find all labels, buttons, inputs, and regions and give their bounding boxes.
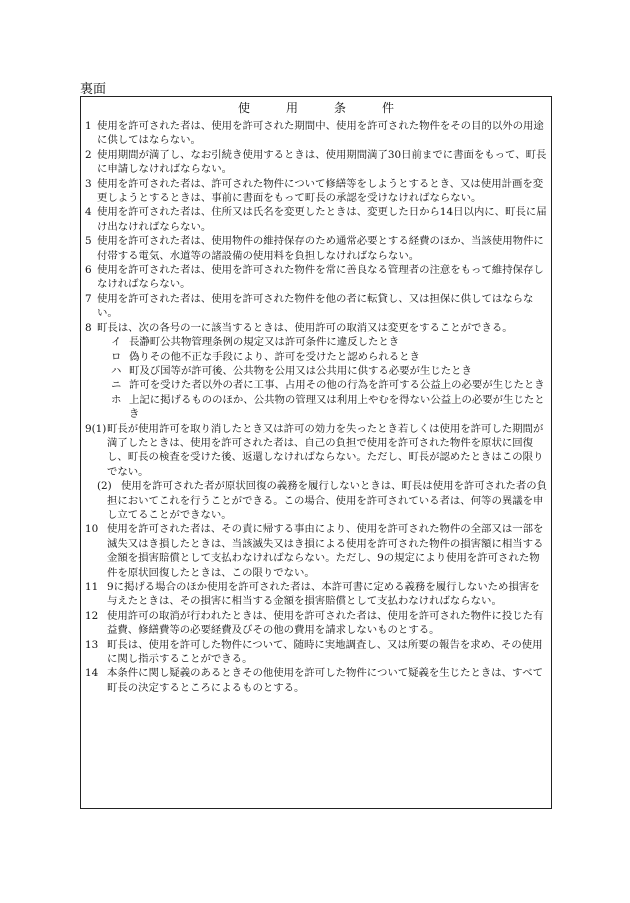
conditions-list xyxy=(85,119,547,695)
condition-item-3: 3 使用を許可された者は、許可された物件について修繕等をしようとするとき、又は使用計画を変更しようとするときは、事前に書面をもって町長の承認を受けなければならない。 xyxy=(85,177,544,205)
condition-item-14: 14 本条件に関し疑義のあるときその他使用を許可した物件について疑義を生じたときは、すべて町長の決定するところによるものとする。 xyxy=(85,667,543,694)
condition-item-9-1: 9(1)町長が使用許可を取り消したとき又は許可の効力を失ったとき若しくは使用を許可した期間が満了したときは、使用を許可された者は、自己の負担で使用を許可された物件を原状に回復し、町長の検査を受けた後、返還しなければならない。ただし、町長が認めたときはこの限りでない。 xyxy=(85,422,544,478)
conditions-frame xyxy=(80,96,552,809)
condition-item-5: 5 使用を許可された者は、使用物件の維持保存のため通常必要とする経費のほか、当該使用物件に付帯する電気、水道等の諸設備の使用料を負担しなければならない。 xyxy=(85,235,544,262)
condition-sub-item-ni: ニ 許可を受けた者以外の者に工事、占用その他の行為を許可する公益上の必要が生じたとき xyxy=(111,379,545,392)
condition-item-6: 6 使用を許可された者は、使用を許可された物件を常に善良なる管理者の注意をもって維持保存しなければならない。 xyxy=(85,264,544,291)
condition-sub-item-ha: ハ 町及び国等が許可後、公共物を公用又は公共用に供する必要が生じたとき xyxy=(111,364,472,377)
condition-item-2: 2 使用期間が満了し、なお引続き使用するときは、使用期間満了30日前までに書面をもって、町長に申請しなければならない。 xyxy=(85,148,547,176)
condition-item-13: 13 町長は、使用を許可した物件について、随時に実地調査し、又は所要の報告を求め、その使用に関し指示することができる。 xyxy=(85,638,543,666)
condition-item-11: 11 9に掲げる場合のほか使用を許可された者は、本許可書に定める義務を履行しないため損害を与えたときは、その損害に相当する金額を損害賠償として支払わなければならない。 xyxy=(85,581,540,608)
condition-sub-item-ho: ホ 上記に掲げるもののほか、公共物の管理又は利用上やむを得ない公益上の必要が生じたとき xyxy=(111,393,545,421)
condition-sub-item-i: イ 長瀞町公共物管理条例の規定又は許可条件に違反したとき xyxy=(111,336,400,349)
condition-item-7: 7 使用を許可された者は、使用を許可された物件を他の者に転貸し、又は担保に供してはならない。 xyxy=(85,292,534,320)
condition-item-12: 12 使用許可の取消が行われたときは、使用を許可された者は、使用を許可された物件に投じた有益費、修繕費等の必要経費及びその他の費用を請求しないものとする。 xyxy=(85,609,544,637)
condition-sub-item-ro: ロ 偽りその他不正な手段により、許可を受けたと認められるとき xyxy=(111,350,420,363)
condition-item-9-2: (2) 使用を許可された者が原状回復の義務を履行しないときは、町長は使用を許可された者の負担においてこれを行うことができる。この場合、使用を許可されている者は、何等の異議を申し立てることができない。 xyxy=(97,480,548,521)
condition-item-8: 8 町長は、次の各号の一に該当するときは、使用許可の取消又は変更をすることができる。 xyxy=(85,321,513,334)
condition-item-1: 1 使用を許可された者は、使用を許可された期間中、使用を許可された物件をその目的以外の用途に供してはならない。 xyxy=(85,120,544,147)
conditions-title: 使用条件 xyxy=(237,101,430,115)
condition-item-4: 4 使用を許可された者は、住所又は氏名を変更したときは、変更した日から14日以内に、町長に届け出なければならない。 xyxy=(85,206,547,233)
page-side-label: 裏面 xyxy=(80,82,107,97)
condition-item-10: 10 使用を許可された者は、その責に帰する事由により、使用を許可された物件の全部又は一部を滅失又はき損したときは、当該滅失又はき損による使用を許可された物件の損害額に相当する金額を損害賠償として支払わなければならない。ただし、9の規定により使用を許可された物件を原状回復したときは、この限りでない。 xyxy=(85,523,544,579)
